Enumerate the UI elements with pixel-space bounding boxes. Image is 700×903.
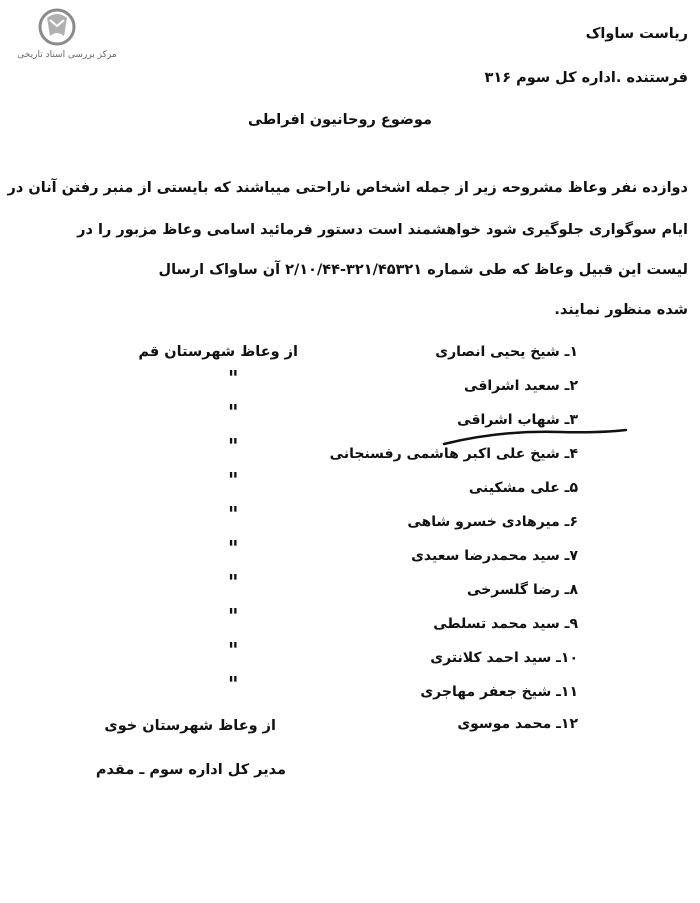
list-item: ۷ـ سید محمدرضا سعیدی <box>411 548 578 564</box>
list-item: ۱۲ـ محمد موسوی <box>457 716 578 732</box>
ditto-mark: " <box>228 536 239 560</box>
ditto-mark: " <box>228 502 239 526</box>
ditto-mark: " <box>228 468 239 492</box>
list-item: ۱۰ـ سید احمد کلانتری <box>430 650 578 666</box>
list-item: ۲ـ سعید اشراقی <box>464 378 578 394</box>
ditto-mark: " <box>228 400 239 424</box>
list-item: ۹ـ سید محمد تسلطی <box>433 616 578 632</box>
list-item: ۸ـ رضا گلسرخی <box>467 582 578 598</box>
body-line-4: شده منظور نمایند. <box>554 302 688 318</box>
ditto-mark: " <box>228 570 239 594</box>
body-line-2: ایام سوگواری جلوگیری شود خواهشمند است دستور فرمائید اسامی وعاظ مزبور را در <box>77 222 688 238</box>
archive-logo-text: مرکز بررسی اسناد تاریخی <box>17 50 117 60</box>
ditto-mark: " <box>228 434 239 458</box>
body-line-3: لیست این قبیل وعاظ که طی شماره ۳۲۱/۴۵۳۲۱-۲/۱۰/۴۴ آن ساواک ارسال <box>158 262 688 278</box>
list-item: ۵ـ علی مشکینی <box>468 480 578 496</box>
body-line-1: دوازده نفر وعاظ مشروحه زیر از جمله اشخاص ناراحتی میباشند که بایستی از منبر رفتن آنان در <box>7 180 688 196</box>
subject-line: موضوع روحانیون افراطی <box>247 112 432 128</box>
list-item: ۶ـ میرهادی خسرو شاهی <box>407 514 578 530</box>
list-item: ۱ـ شیخ یحیی انصاری <box>435 344 578 360</box>
group-heading-qom: از وعاظ شهرستان قم <box>138 344 298 360</box>
group-heading-khoy: از وعاظ شهرستان خوی <box>104 718 276 734</box>
archive-emblem-icon <box>34 6 80 48</box>
sender-line: فرستنده .اداره کل سوم ۳۱۶ <box>484 70 688 86</box>
list-item: ۳ـ شهاب اشراقی <box>457 412 578 428</box>
org-heading: ریاست ساواک <box>585 26 688 42</box>
list-item: ۱۱ـ شیخ جعفر مهاجری <box>420 684 578 700</box>
ditto-mark: " <box>228 672 239 696</box>
archive-logo <box>6 6 126 66</box>
list-item: ۴ـ شیخ علی اکبر هاشمی رفسنجانی <box>329 446 578 462</box>
signature-line: مدیر کل اداره سوم ـ مقدم <box>95 762 286 778</box>
ditto-mark: " <box>228 604 239 628</box>
ditto-mark: " <box>228 638 239 662</box>
ditto-mark: " <box>228 366 239 390</box>
